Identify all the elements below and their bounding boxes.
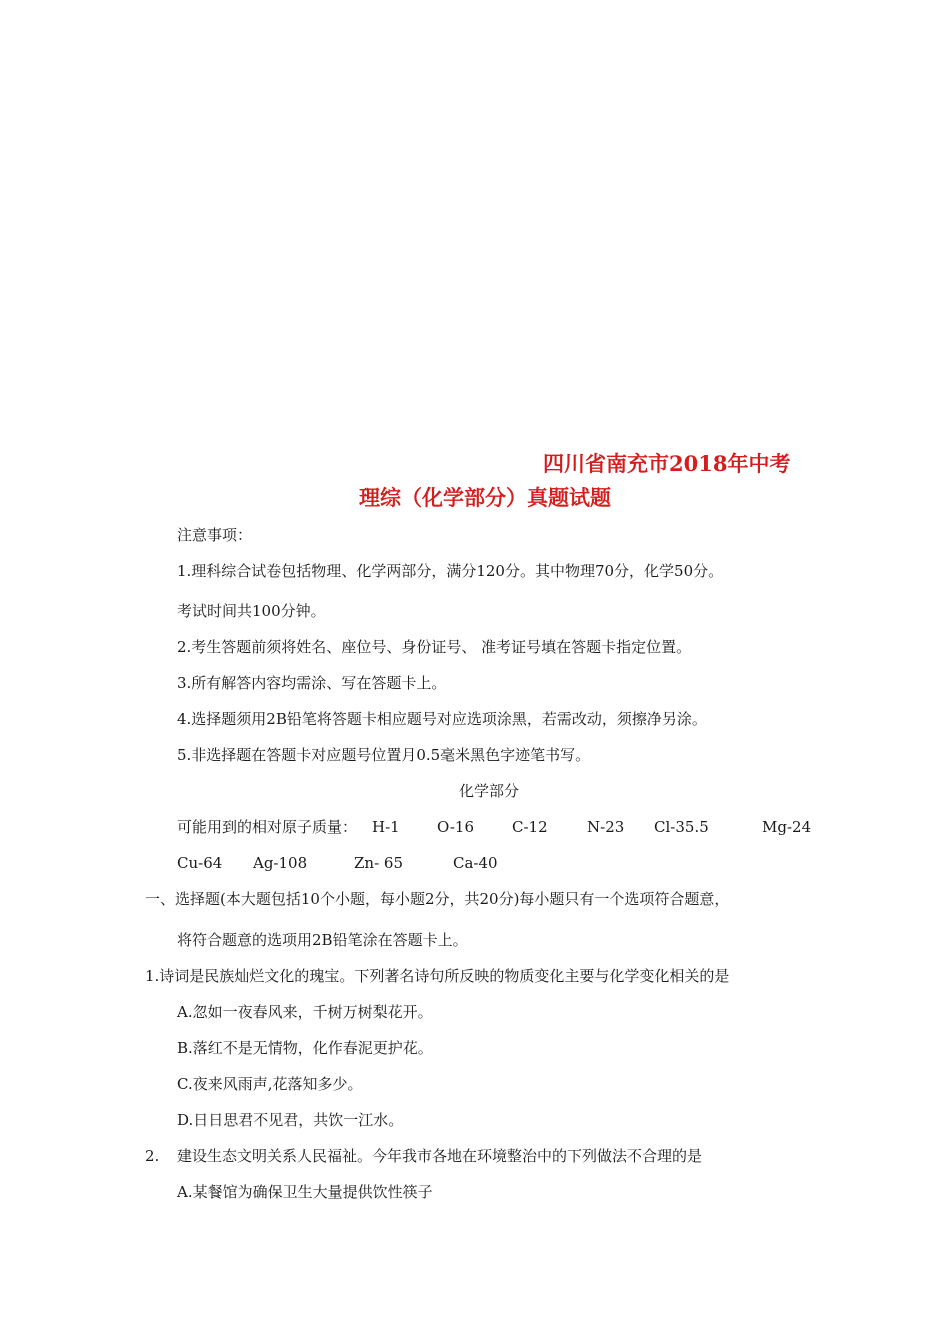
- notice-item-4: 4.选择题须用2B铅笔将答题卡相应题号对应选项涂黑，若需改动，须擦净另涂。: [177, 710, 707, 728]
- notice-item-2: 2.考生答题前须将姓名、座位号、身份证号、 准考证号填在答题卡指定位置。: [177, 638, 692, 656]
- atomic-mass-mg: Mg-24: [762, 818, 812, 836]
- section-title: 化学部分: [459, 782, 520, 800]
- q1-option-b: B.落红不是无情物，化作春泥更护花。: [177, 1039, 433, 1057]
- part1-heading: 一、选择题(本大题包括10个小题，每小题2分，共20分)每小题只有一个选项符合题意，: [145, 890, 730, 908]
- atomic-mass-cu: Cu-64: [177, 854, 223, 872]
- q2-number: 2.: [145, 1147, 160, 1165]
- q2-stem: 建设生态文明关系人民福祉。今年我市各地在环境整治中的下列做法不合理的是: [177, 1147, 703, 1165]
- q1-option-a: A.忽如一夜春风来，千树万树梨花开。: [177, 1003, 433, 1021]
- document-title-line1: 四川省南充市2018年中考: [543, 451, 791, 476]
- atomic-mass-ag: Ag-108: [253, 854, 308, 872]
- q1-option-d: D.日日思君不见君，共饮一江水。: [177, 1111, 404, 1129]
- q2-option-a: A.某餐馆为确保卫生大量提供饮性筷子: [177, 1183, 433, 1201]
- atomic-mass-label: 可能用到的相对原子质量：: [177, 818, 358, 836]
- q1-option-c: C.夜来风雨声,花落知多少。: [177, 1075, 363, 1093]
- atomic-mass-h: H-1: [372, 818, 400, 836]
- notice-item-1-cont: 考试时间共100分钟。: [177, 602, 326, 620]
- atomic-mass-n: N-23: [587, 818, 625, 836]
- atomic-mass-zn: Zn- 65: [354, 854, 404, 872]
- notice-item-1: 1.理科综合试卷包括物理、化学两部分，满分120分。其中物理70分，化学50分。: [177, 562, 724, 580]
- document-title-line2: 理综（化学部分）真题试题: [359, 485, 611, 510]
- atomic-mass-o: O-16: [437, 818, 475, 836]
- notice-heading: 注意事项：: [177, 526, 253, 544]
- notice-item-3: 3.所有解答内容均需涂、写在答题卡上。: [177, 674, 447, 692]
- atomic-mass-c: C-12: [512, 818, 548, 836]
- q1-stem: 1.诗词是民族灿烂文化的瑰宝。下列著名诗句所反映的物质变化主要与化学变化相关的是: [145, 967, 730, 985]
- notice-item-5: 5.非选择题在答题卡对应题号位置月0.5毫米黑色字迹笔书写。: [177, 746, 591, 764]
- atomic-mass-cl: Cl-35.5: [654, 818, 709, 836]
- part1-heading-cont: 将符合题意的选项用2B铅笔涂在答题卡上。: [177, 931, 468, 949]
- atomic-mass-ca: Ca-40: [453, 854, 498, 872]
